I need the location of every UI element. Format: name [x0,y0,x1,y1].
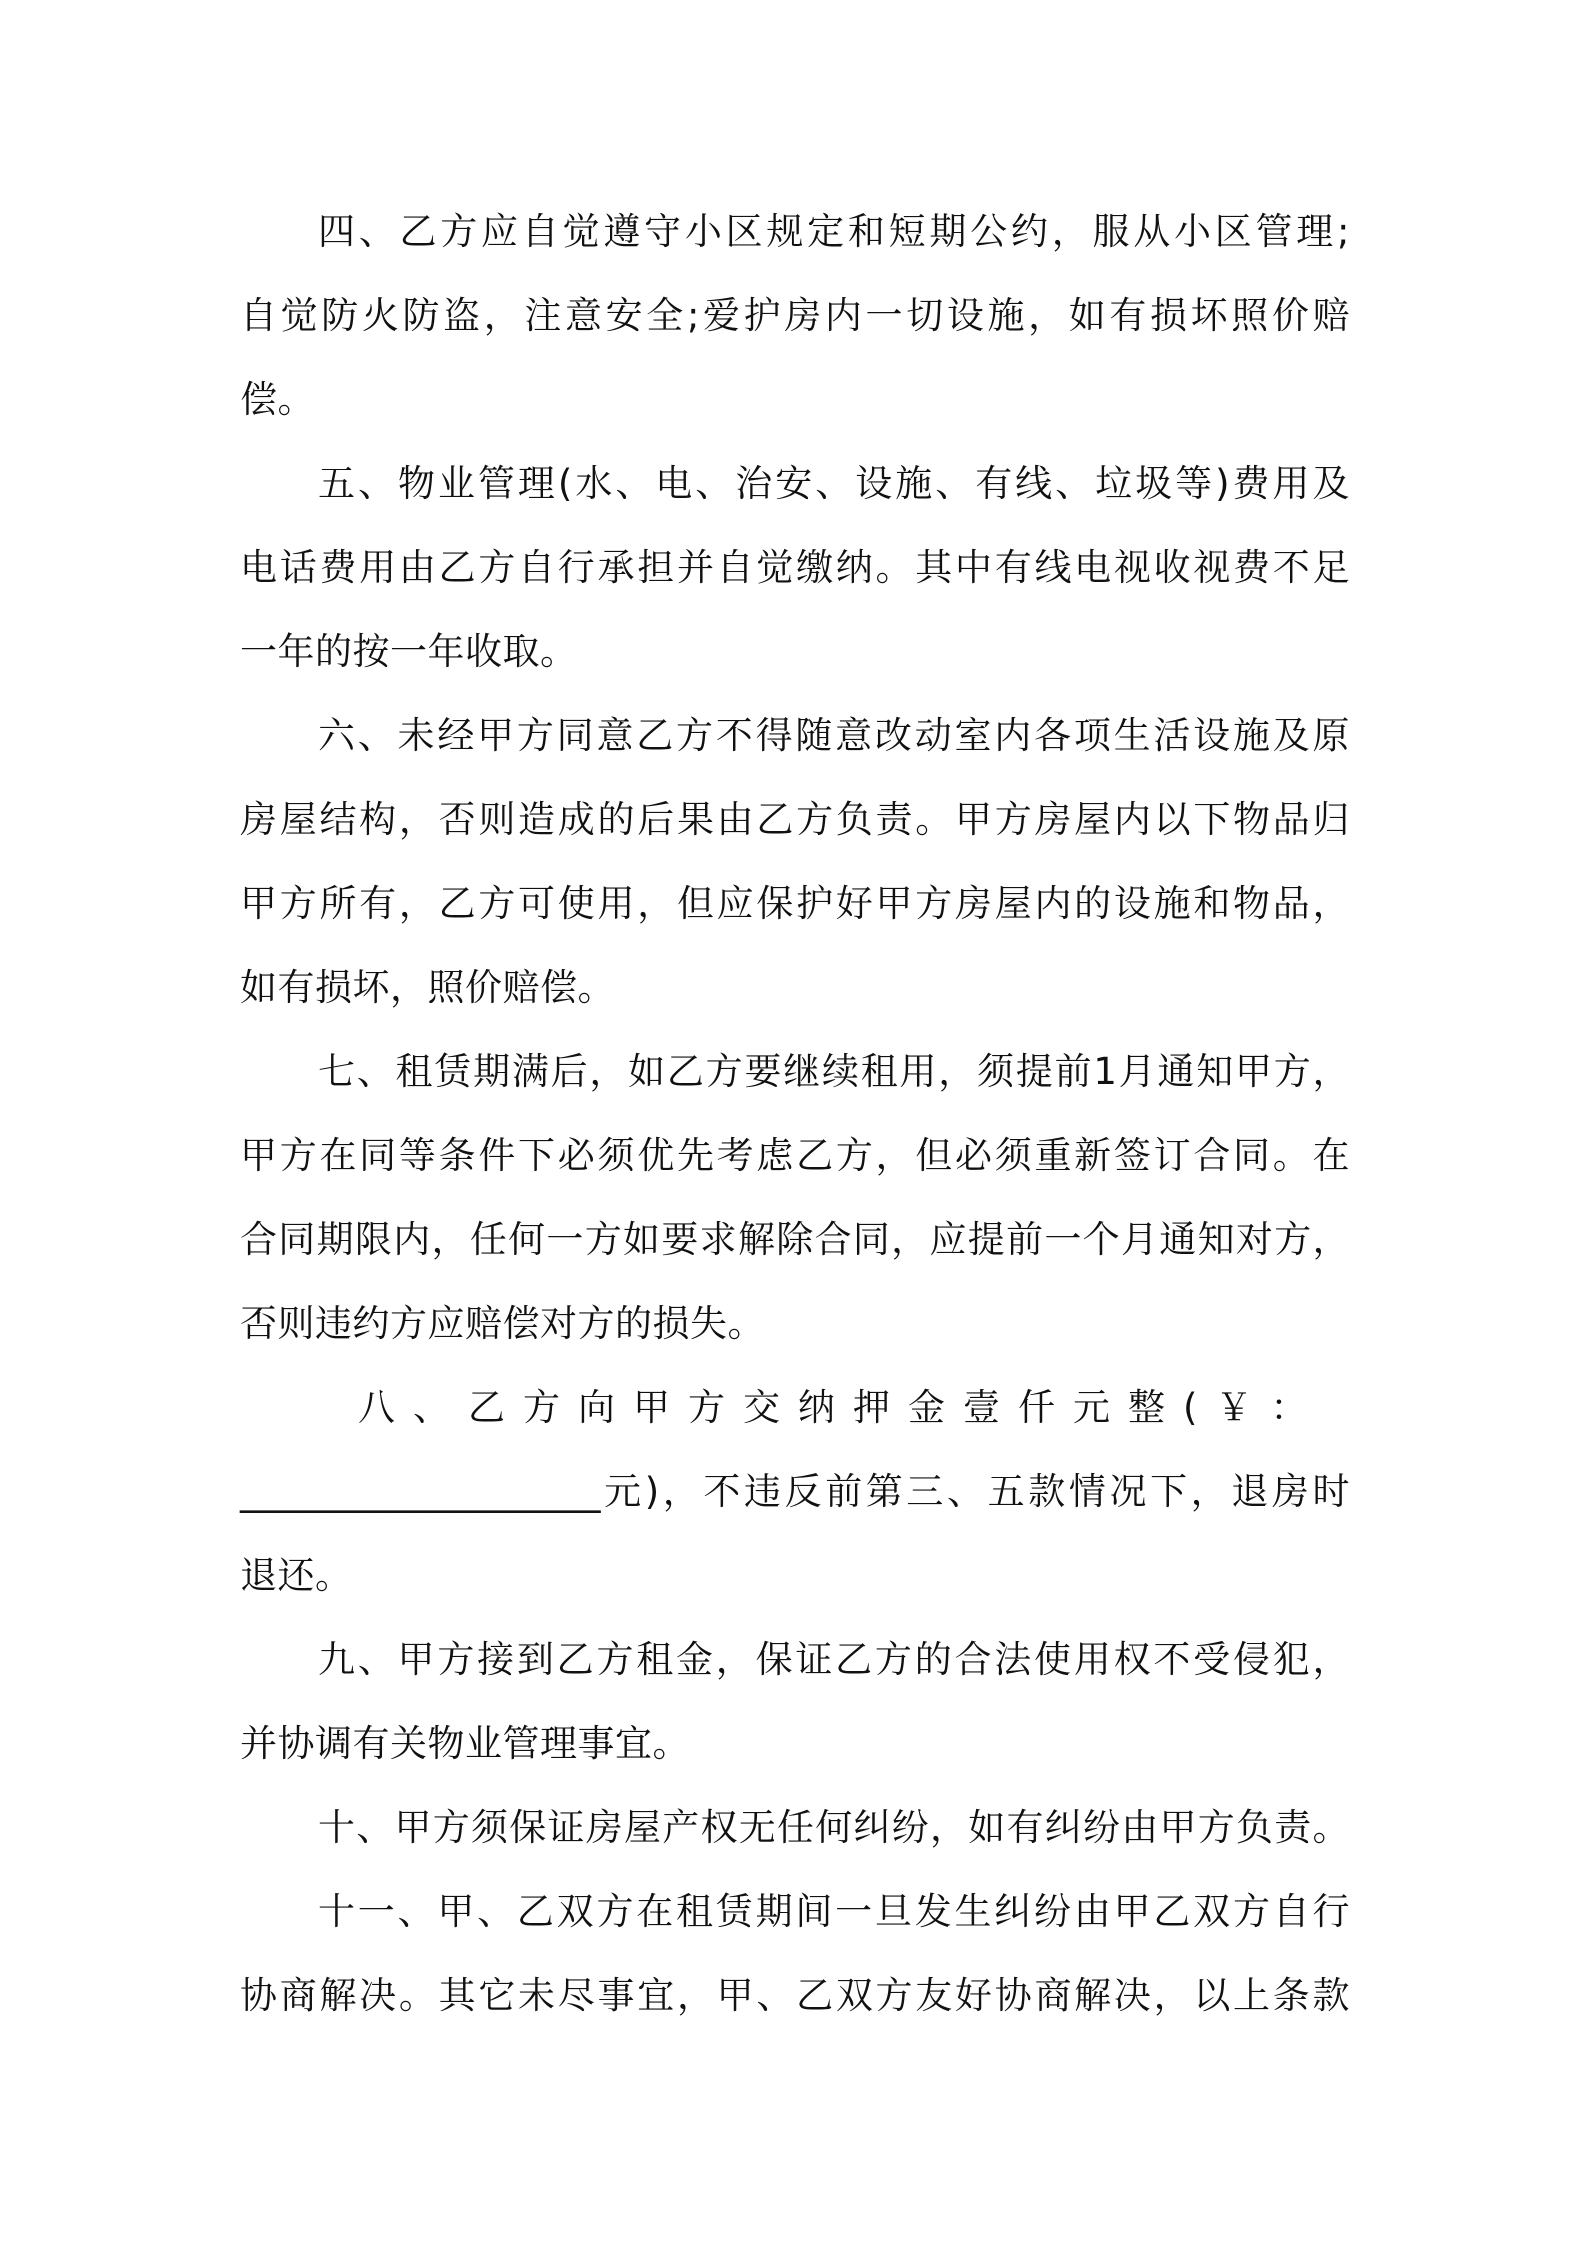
text-line: 并协调有关物业管理事宜。 [240,1722,690,1765]
text-line: 甲方所有，乙方可使用，但应保护好甲方房屋内的设施和物品， [240,882,1350,925]
deposit-blank-line: ___________________元)，不违反前第三、五款情况下，退房时 [240,1470,1350,1513]
clause-7-paragraph [240,1030,1350,1366]
text-line: 如有损坏，照价赔偿。 [240,966,615,1009]
text-line: 十一、甲、乙双方在租赁期间一旦发生纠纷由甲乙双方自行 [318,1890,1350,1933]
text-line: 一年的按一年收取。 [240,630,578,673]
text-line: 合同期限内，任何一方如要求解除合同，应提前一个月通知对方， [240,1218,1350,1261]
text-line: 九、甲方接到乙方租金，保证乙方的合法使用权不受侵犯， [318,1638,1350,1681]
text-line: 七、租赁期满后，如乙方要继续租用，须提前1月通知甲方， [318,1050,1350,1093]
clause-10-paragraph [240,1786,1350,1870]
clause-8-paragraph [240,1366,1350,1618]
clause-9-paragraph [240,1618,1350,1786]
text-line: 四、乙方应自觉遵守小区规定和短期公约，服从小区管理; [318,210,1350,253]
text-line: 八、乙方向甲方交纳押金壹仟元整(￥： [358,1386,1326,1429]
text-line: 电话费用由乙方自行承担并自觉缴纳。其中有线电视收视费不足 [240,546,1350,589]
text-line: 房屋结构，否则造成的后果由乙方负责。甲方房屋内以下物品归 [240,798,1350,841]
clause-6-paragraph [240,694,1350,1030]
text-line: 自觉防火防盗，注意安全;爱护房内一切设施，如有损坏照价赔 [240,294,1350,337]
text-line: 五、物业管理(水、电、治安、设施、有线、垃圾等)费用及 [318,462,1350,505]
clause-5-paragraph [240,442,1350,694]
clause-4-paragraph [240,190,1350,442]
contract-body [240,190,1350,2038]
text-line: 协商解决。其它未尽事宜，甲、乙双方友好协商解决，以上条款 [240,1974,1350,2017]
text-line: 否则违约方应赔偿对方的损失。 [240,1302,765,1345]
text-line: 十、甲方须保证房屋产权无任何纠纷，如有纠纷由甲方负责。 [318,1806,1350,1849]
text-line: 退还。 [240,1554,353,1597]
text-line: 甲方在同等条件下必须优先考虑乙方，但必须重新签订合同。在 [240,1134,1350,1177]
clause-11-paragraph [240,1870,1350,2038]
text-line: 偿。 [240,378,315,421]
text-line: 六、未经甲方同意乙方不得随意改动室内各项生活设施及原 [318,714,1350,757]
